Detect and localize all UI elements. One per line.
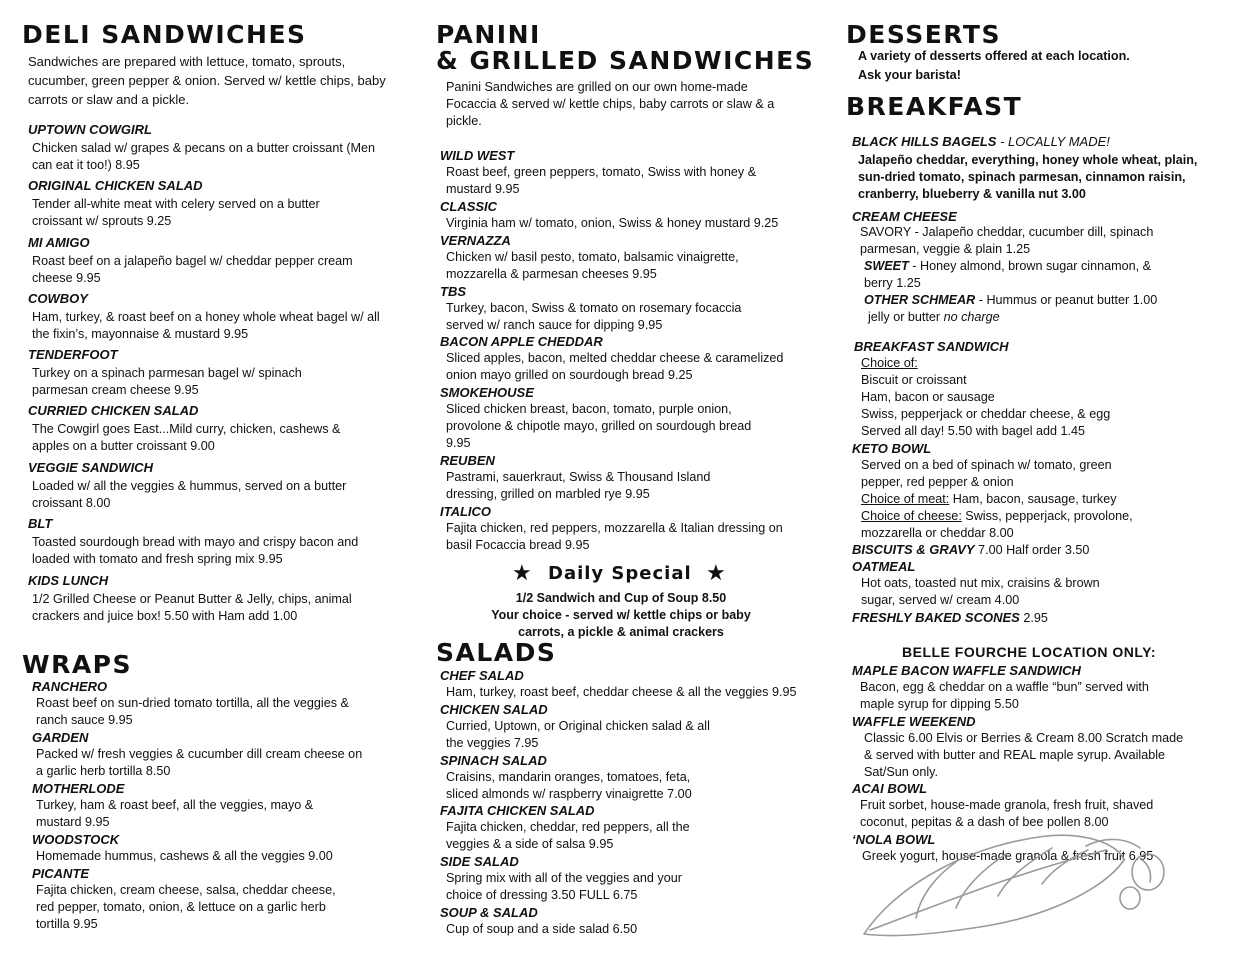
menu-item-desc: Loaded w/ all the veggies & hummus, served on a butter croissant 8.00 (32, 479, 347, 510)
other-schmear-desc: OTHER SCHMEAR - Hummus or peanut butter 1.00 (864, 293, 1158, 307)
menu-item-desc: Pastrami, sauerkraut, Swiss & Thousand Island dressing, grilled on marbled rye 9.95 (446, 470, 711, 501)
menu-item-name: WILD WEST (440, 148, 515, 163)
menu-item-desc: Greek yogurt, house-made granola & fresh fruit 6.95 (862, 849, 1154, 863)
bagels-desc: Jalapeño cheddar, everything, honey whole wheat, plain, sun-dried tomato, spinach parmesan, cinnamon raisin, cranberry, blueberry & vanilla nut 3.00 (858, 153, 1198, 201)
menu-item-name: BREAKFAST SANDWICH (854, 339, 1009, 354)
menu-item-desc: Homemade hummus, cashews & all the veggies 9.00 (36, 849, 333, 863)
desserts-line1: A variety of desserts offered at each location. (858, 49, 1130, 63)
menu-item-name: CURRIED CHICKEN SALAD (28, 403, 199, 418)
desserts-heading: DESSERTS (846, 20, 1001, 49)
menu-item-name: PICANTE (32, 866, 90, 881)
menu-item-desc: Ham, turkey, roast beef, cheddar cheese & all the veggies 9.95 (446, 685, 797, 699)
menu-item-desc: Fajita chicken, red peppers, mozzarella & Italian dressing on basil Focaccia bread 9.95 (446, 521, 783, 552)
menu-item-desc: Turkey, bacon, Swiss & tomato on rosemary focaccia served w/ ranch sauce for dipping 9.95 (446, 301, 742, 332)
savory-label: SAVORY (860, 225, 912, 239)
daily-special-heading: Daily Special (548, 563, 692, 584)
menu-item-desc: Turkey, ham & roast beef, all the veggies, mayo & mustard 9.95 (36, 798, 314, 829)
daily-special-line2: Your choice - served w/ kettle chips or baby carrots, a pickle & animal crackers (491, 608, 751, 639)
menu-item-desc: Chicken salad w/ grapes & pecans on a butter croissant (Men can eat it too!) 8.95 (32, 141, 376, 172)
other-label: OTHER SCHMEAR (864, 293, 976, 307)
menu-item-name: WOODSTOCK (32, 832, 120, 847)
menu-item-name: ITALICO (440, 504, 492, 519)
menu-item-desc: Roast beef, green peppers, tomato, Swiss with honey & mustard 9.95 (446, 165, 757, 196)
menu-item-desc: Craisins, mandarin oranges, tomatoes, feta, sliced almonds w/ raspberry vinaigrette 7.00 (446, 770, 692, 801)
breakfast-heading: BREAKFAST (846, 92, 1023, 121)
menu-item-name: CLASSIC (440, 199, 498, 214)
menu-item-name: SMOKEHOUSE (440, 385, 534, 400)
deli-sandwiches-heading: DELI SANDWICHES (22, 20, 307, 49)
menu-item-desc: Spring mix with all of the veggies and your choice of dressing 3.50 FULL 6.75 (446, 871, 682, 902)
menu-item-name: VEGGIE SANDWICH (28, 460, 153, 475)
menu-item-desc: The Cowgirl goes East...Mild curry, chicken, cashews & apples on a butter croissant 9.00 (32, 422, 341, 453)
other-schmear-desc2: jelly or butter no charge (868, 310, 1000, 324)
menu-item-desc: Toasted sourdough bread with mayo and crispy bacon and loaded with tomato and fresh spring mix 9.95 (32, 535, 359, 566)
menu-item-name: BACON APPLE CHEDDAR (440, 334, 603, 349)
menu-item-name: REUBEN (440, 453, 495, 468)
scones-item: FRESHLY BAKED SCONES 2.95 (852, 610, 1048, 625)
menu-item-name: CHICKEN SALAD (440, 702, 548, 717)
menu-item-name: SIDE SALAD (440, 854, 519, 869)
menu-item-desc: Fruit sorbet, house-made granola, fresh fruit, shaved coconut, pepitas & a dash of bee pollen 8.00 (860, 798, 1154, 829)
menu-item-desc: Sliced apples, bacon, melted cheddar cheese & caramelized onion mayo grilled on sourdough bread 9.25 (446, 351, 784, 382)
menu-item-name: SPINACH SALAD (440, 753, 547, 768)
panini-intro: Panini Sandwiches are grilled on our own home-made Focaccia & served w/ kettle chips, baby carrots or slaw & a pickle. (446, 80, 775, 128)
menu-item-name: CHEF SALAD (440, 668, 524, 683)
cream-cheese-name: CREAM CHEESE (852, 209, 957, 224)
bs-line: Swiss, pepperjack or cheddar cheese, & egg (861, 407, 1111, 421)
star-icon: ★ (706, 560, 726, 585)
menu-item-name: FAJITA CHICKEN SALAD (440, 803, 595, 818)
menu-item-desc: Sliced chicken breast, bacon, tomato, purple onion, provolone & chipotle mayo, grilled on sourdough bread 9.95 (446, 402, 752, 450)
oatmeal-desc: Hot oats, toasted nut mix, craisins & brown sugar, served w/ cream 4.00 (861, 576, 1100, 607)
menu-item-desc: 1/2 Grilled Cheese or Peanut Butter & Jelly, chips, animal crackers and juice box! 5.50 with Ham add 1.00 (32, 592, 352, 623)
menu-item-name: TENDERFOOT (28, 347, 118, 362)
menu-item-name: MOTHERLODE (32, 781, 125, 796)
menu-item-name: ACAI BOWL (852, 781, 928, 796)
menu-item-desc: Packed w/ fresh veggies & cucumber dill cream cheese on a garlic herb tortilla 8.50 (36, 747, 363, 778)
menu-item-name: GARDEN (32, 730, 89, 745)
menu-item-desc: Tender all-white meat with celery served on a butter croissant w/ sprouts 9.25 (32, 197, 320, 228)
sweet-desc: SWEET - Honey almond, brown sugar cinnamon, & berry 1.25 (864, 259, 1151, 290)
menu-item-desc: Fajita chicken, cheddar, red peppers, all the veggies & a side of salsa 9.95 (446, 820, 690, 851)
menu-item-name: TBS (440, 284, 466, 299)
keto-desc: Served on a bed of spinach w/ tomato, green pepper, red pepper & onion (861, 458, 1112, 489)
menu-item-name: SOUP & SALAD (440, 905, 538, 920)
menu-item-desc: Virginia ham w/ tomato, onion, Swiss & honey mustard 9.25 (446, 216, 779, 230)
keto-cheese: Choice of cheese: Swiss, pepperjack, provolone, mozzarella or cheddar 8.00 (861, 509, 1133, 540)
menu-item-desc: Cup of soup and a side salad 6.50 (446, 922, 638, 936)
menu-item-name: MI AMIGO (28, 235, 90, 250)
bs-line: Served all day! 5.50 with bagel add 1.45 (861, 424, 1086, 438)
biscuits-item: BISCUITS & GRAVY 7.00 Half order 3.50 (852, 542, 1090, 557)
menu-item-name: UPTOWN COWGIRL (28, 122, 152, 137)
daily-special-line1: 1/2 Sandwich and Cup of Soup 8.50 (515, 591, 727, 605)
belle-fourche-heading: BELLE FOURCHE LOCATION ONLY: (902, 644, 1157, 660)
menu-item-name (852, 133, 1110, 150)
menu-item-name: KETO BOWL (852, 441, 932, 456)
menu-item-desc: Fajita chicken, cream cheese, salsa, cheddar cheese, red pepper, tomato, onion, & lettuce on a garlic herb tortilla 9.95 (36, 883, 336, 931)
desserts-line2: Ask your barista! (858, 68, 961, 82)
menu-item-name: BLT (28, 516, 53, 531)
panini-heading-line2: & GRILLED SANDWICHES (436, 46, 815, 75)
menu-item-desc: Chicken w/ basil pesto, tomato, balsamic vinaigrette, mozzarella & parmesan cheeses 9.95 (446, 250, 739, 281)
wraps-heading: WRAPS (22, 650, 133, 679)
menu-item-desc: Bacon, egg & cheddar on a waffle “bun” served with maple syrup for dipping 5.50 (860, 680, 1149, 711)
menu-item-name: RANCHERO (32, 679, 108, 694)
menu-item-name: KIDS LUNCH (28, 573, 109, 588)
menu-item-desc: Classic 6.00 Elvis or Berries & Cream 8.00 Scratch made & served with butter and REAL maple syrup. Available Sat/Sun only. (864, 731, 1184, 779)
panini-heading-line1: PANINI (436, 20, 541, 49)
menu-item-desc: Turkey on a spinach parmesan bagel w/ spinach parmesan cream cheese 9.95 (32, 366, 302, 397)
bs-choice-label: Choice of: (861, 356, 918, 370)
leaf-illustration-icon (856, 826, 1176, 946)
menu-item-desc: Ham, turkey, & roast beef on a honey whole wheat bagel w/ all the fixin’s, mayonnaise & mustard 9.95 (32, 310, 380, 341)
deli-intro: Sandwiches are prepared with lettuce, tomato, sprouts, cucumber, green pepper & onion. Served w/ kettle chips, baby carrots or slaw and a pickle. (28, 54, 386, 107)
keto-meat: Choice of meat: Ham, bacon, sausage, turkey (861, 492, 1117, 506)
menu-item-name: OATMEAL (852, 559, 916, 574)
bs-line: Ham, bacon or sausage (861, 390, 995, 404)
menu-item-name: COWBOY (28, 291, 88, 306)
menu-item-name: ORIGINAL CHICKEN SALAD (28, 178, 203, 193)
sweet-label: SWEET (864, 259, 909, 273)
star-icon: ★ (512, 560, 532, 585)
menu-item-name: MAPLE BACON WAFFLE SANDWICH (852, 663, 1081, 678)
menu-item-desc: Roast beef on sun-dried tomato tortilla, all the veggies & ranch sauce 9.95 (36, 696, 349, 727)
menu-item-desc: Curried, Uptown, or Original chicken salad & all the veggies 7.95 (446, 719, 710, 750)
savory-desc: SAVORY - Jalapeño cheddar, cucumber dill, spinach parmesan, veggie & plain 1.25 (860, 225, 1154, 256)
menu-item-name: VERNAZZA (440, 233, 511, 248)
bs-line: Biscuit or croissant (861, 373, 967, 387)
bagels-name: BLACK HILLS BAGELS (852, 134, 997, 149)
bagels-tag: - LOCALLY MADE! (996, 134, 1110, 149)
salads-heading: SALADS (436, 638, 557, 667)
menu-item-name: WAFFLE WEEKEND (852, 714, 976, 729)
menu-item-name: ‘NOLA BOWL (852, 832, 936, 847)
menu-item-desc: Roast beef on a jalapeño bagel w/ cheddar pepper cream cheese 9.95 (32, 254, 353, 285)
no-charge: no charge (943, 310, 1000, 324)
